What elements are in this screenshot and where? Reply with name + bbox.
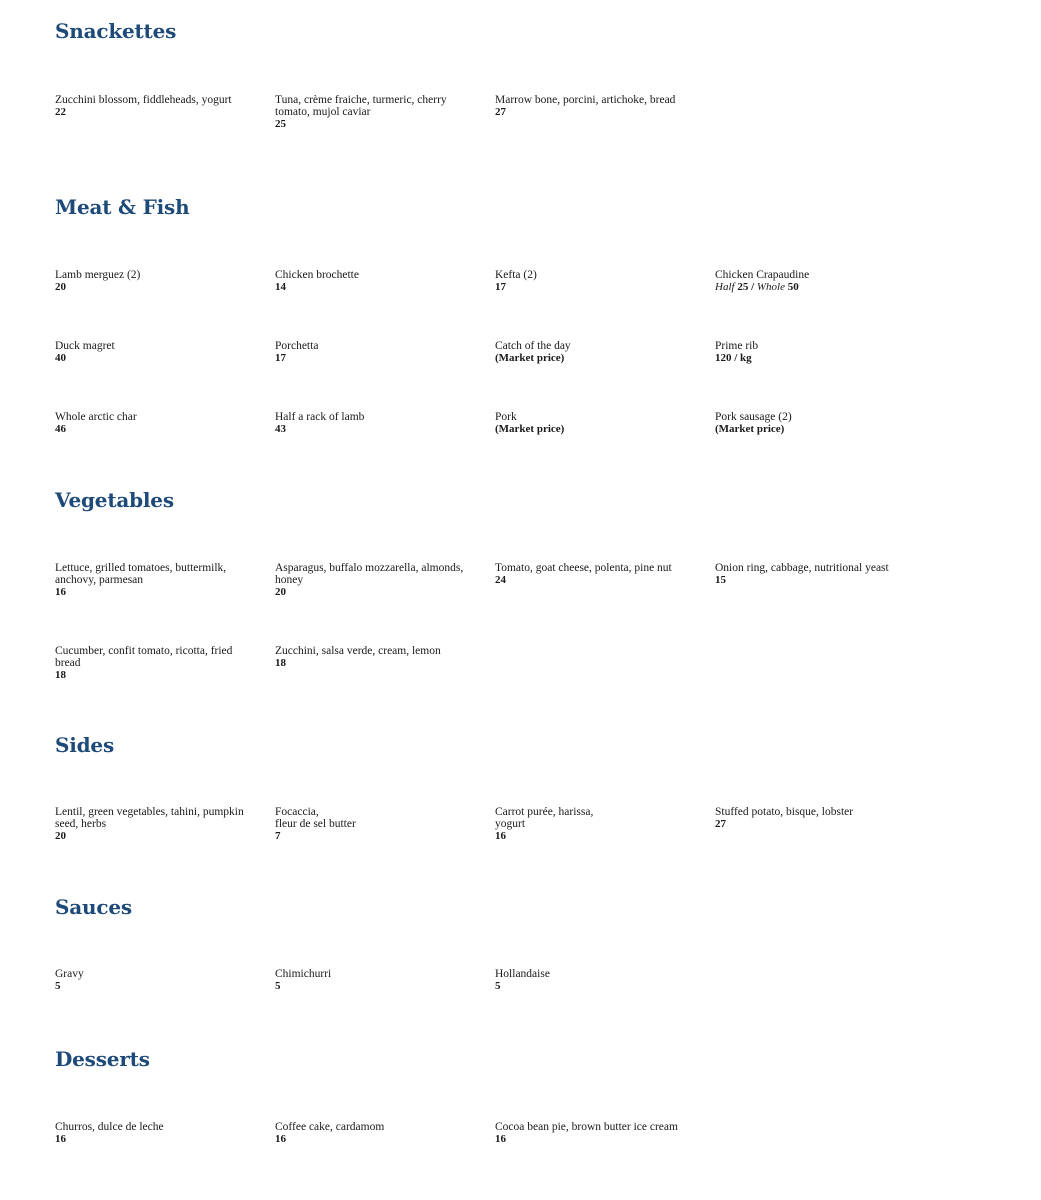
item-price: 5: [55, 980, 61, 992]
menu-item: [55, 562, 275, 598]
item-name: Pork sausage (2): [715, 411, 792, 423]
item-name: Hollandaise: [495, 968, 550, 980]
whole-price: 50: [787, 281, 799, 293]
item-name: Kefta (2): [495, 269, 537, 281]
item-name: Half a rack of lamb: [275, 411, 365, 423]
menu-item: [275, 411, 495, 435]
item-price: (Market price): [715, 423, 785, 435]
menu-item: [55, 968, 275, 992]
item-name: Churros, dulce de leche: [55, 1121, 164, 1133]
menu-items: [55, 968, 935, 992]
item-price: 40: [55, 352, 66, 364]
item-price: (Market price): [495, 423, 565, 435]
item-name-line-2: fleur de sel butter: [275, 818, 356, 830]
item-price: 46: [55, 423, 66, 435]
section-title: Desserts: [55, 1047, 150, 1071]
item-name: Marrow bone, porcini, artichoke, bread: [495, 94, 676, 106]
item-name: Duck magret: [55, 340, 115, 352]
item-price: 16: [275, 1133, 286, 1145]
item-name: Whole arctic char: [55, 411, 137, 423]
item-price: 16: [495, 1133, 506, 1145]
item-price: 20: [55, 281, 66, 293]
menu-item: [275, 645, 495, 681]
section-vegetables: [55, 487, 995, 681]
menu-item: [495, 1121, 715, 1145]
item-name: Asparagus, buffalo mozzarella, almonds, honey: [275, 562, 464, 586]
item-name: Chimichurri: [275, 968, 332, 980]
item-name: Prime rib: [715, 340, 759, 352]
item-price: 17: [275, 352, 286, 364]
item-name: Zucchini blossom, fiddleheads, yogurt: [55, 94, 232, 106]
item-price: 5: [275, 980, 281, 992]
section-title: Sauces: [55, 895, 132, 919]
menu-items: [55, 1121, 935, 1145]
menu-item: [55, 269, 275, 293]
menu-item: [55, 94, 275, 130]
menu-item: [55, 806, 275, 842]
menu-item: [715, 411, 935, 435]
menu-item: [495, 340, 715, 364]
item-name: Lamb merguez (2): [55, 269, 141, 281]
whole-label: Whole: [756, 281, 785, 293]
item-price: 16: [495, 830, 506, 842]
item-price: 15: [715, 574, 726, 586]
menu-item: [275, 1121, 495, 1145]
menu-item: [55, 340, 275, 364]
menu-items: [55, 94, 935, 130]
section-snackettes: [55, 18, 995, 130]
menu-item: [275, 94, 495, 130]
item-name: Focaccia,: [275, 806, 319, 818]
menu-item: [715, 269, 935, 293]
item-name: Chicken brochette: [275, 269, 359, 281]
section-sides: [55, 732, 995, 842]
item-name: Lentil, green vegetables, tahini, pumpkin seed, herbs: [55, 806, 244, 830]
menu-items: [55, 562, 935, 681]
menu-item: [495, 94, 715, 130]
item-name: Catch of the day: [495, 340, 571, 352]
menu-item: [715, 340, 935, 364]
item-price: 27: [495, 106, 506, 118]
item-price: 18: [55, 669, 66, 681]
half-price: 25: [737, 281, 749, 293]
menu-item: [275, 269, 495, 293]
menu-item: [495, 562, 715, 598]
item-name: Onion ring, cabbage, nutritional yeast: [715, 562, 889, 574]
item-price: 20: [55, 830, 66, 842]
menu-item: [275, 968, 495, 992]
menu-item: [55, 1121, 275, 1145]
item-price: 5: [495, 980, 501, 992]
item-price: [715, 281, 915, 293]
menu-item: [55, 411, 275, 435]
item-price: (Market price): [495, 352, 565, 364]
item-price: 18: [275, 657, 286, 669]
menu-item: [495, 269, 715, 293]
section-title: Snackettes: [55, 19, 177, 43]
item-price: 16: [55, 1133, 66, 1145]
menu-items: [55, 269, 935, 435]
menu-item: [275, 340, 495, 364]
section-title: Sides: [55, 733, 115, 757]
menu-item: [495, 968, 715, 992]
menu-item: [495, 806, 715, 842]
item-name: Porchetta: [275, 340, 319, 352]
item-price: 22: [55, 106, 66, 118]
item-price: 17: [495, 281, 506, 293]
menu-item: [275, 562, 495, 598]
price-separator: /: [751, 281, 755, 293]
menu-item: [495, 411, 715, 435]
item-name-line-2: yogurt: [495, 818, 526, 830]
item-name: Pork: [495, 411, 517, 423]
item-price: 24: [495, 574, 506, 586]
section-meat-fish: [55, 194, 995, 435]
item-price: 25: [275, 118, 286, 130]
item-name: Zucchini, salsa verde, cream, lemon: [275, 645, 441, 657]
item-name: Coffee cake, cardamom: [275, 1121, 385, 1133]
section-title: Meat & Fish: [55, 195, 190, 219]
item-name: Tuna, crème fraiche, turmeric, cherry tomato, mujol caviar: [275, 94, 447, 118]
menu-item: [275, 806, 495, 842]
menu-item: [715, 806, 935, 842]
item-name: Cocoa bean pie, brown butter ice cream: [495, 1121, 678, 1133]
section-sauces: [55, 894, 995, 992]
item-name: Stuffed potato, bisque, lobster: [715, 806, 854, 818]
item-price: 120 / kg: [715, 352, 752, 364]
item-price: 43: [275, 423, 286, 435]
item-price: 7: [275, 830, 281, 842]
item-price: 20: [275, 586, 286, 598]
item-name: Gravy: [55, 968, 84, 980]
item-price: 16: [55, 586, 66, 598]
item-name: Cucumber, confit tomato, ricotta, fried bread: [55, 645, 233, 669]
menu-item: [55, 645, 275, 681]
item-name: Lettuce, grilled tomatoes, buttermilk, anchovy, parmesan: [55, 562, 227, 586]
section-title: Vegetables: [55, 488, 174, 512]
menu-items: [55, 806, 935, 842]
item-name: Chicken Crapaudine: [715, 269, 810, 281]
item-price: 27: [715, 818, 726, 830]
menu-item: [715, 562, 935, 598]
item-name: Carrot purée, harissa,: [495, 806, 594, 818]
section-desserts: [55, 1046, 995, 1145]
half-label: Half: [715, 281, 735, 293]
item-name: Tomato, goat cheese, polenta, pine nut: [495, 562, 672, 574]
item-price: 14: [275, 281, 286, 293]
